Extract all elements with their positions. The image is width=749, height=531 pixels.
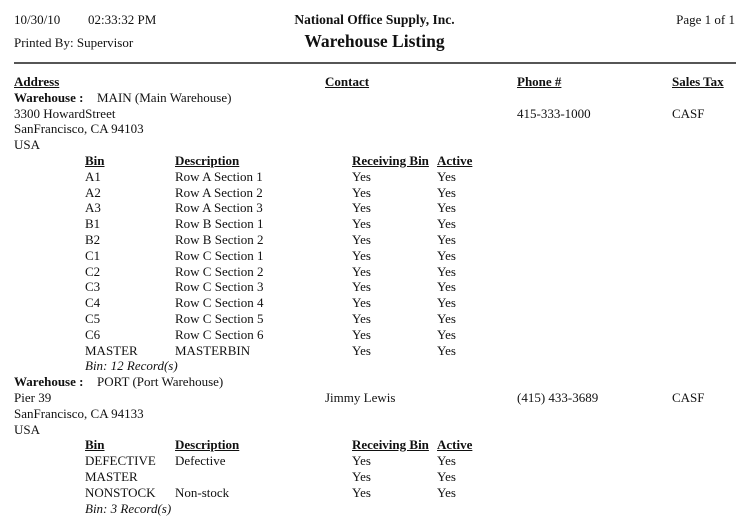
bin-id: A2 bbox=[85, 184, 101, 200]
bin-active: Yes bbox=[437, 295, 456, 311]
bin-receiving-bin: Yes bbox=[352, 216, 371, 232]
warehouse-sales-tax: CASF bbox=[672, 105, 705, 121]
bin-active: Yes bbox=[437, 200, 456, 216]
warehouse-label: Warehouse : bbox=[14, 374, 84, 390]
bin-table-row bbox=[0, 279, 749, 295]
bin-receiving-bin: Yes bbox=[352, 184, 371, 200]
bin-description: Row B Section 1 bbox=[175, 216, 264, 232]
print-date: 10/30/10 bbox=[14, 12, 61, 27]
bin-receiving-bin: Yes bbox=[352, 295, 371, 311]
bin-id: C4 bbox=[85, 295, 101, 311]
warehouse-phone: 415-333-1000 bbox=[517, 105, 591, 121]
bin-id: NONSTOCK bbox=[85, 484, 156, 500]
bin-table-row bbox=[0, 248, 749, 264]
bin-active: Yes bbox=[437, 263, 456, 279]
bin-receiving-bin: Yes bbox=[352, 453, 371, 469]
description-column-header: Description bbox=[175, 437, 240, 453]
receiving-bin-column-header: Receiving Bin bbox=[352, 152, 429, 168]
bin-table-row bbox=[0, 295, 749, 311]
warehouse-label: Warehouse : bbox=[14, 89, 84, 105]
bin-receiving-bin: Yes bbox=[352, 168, 371, 184]
warehouse-column-header-row bbox=[0, 74, 749, 90]
bin-table-row bbox=[0, 343, 749, 359]
bin-id: MASTER bbox=[85, 468, 138, 484]
bin-description: Row A Section 2 bbox=[175, 184, 263, 200]
bin-active: Yes bbox=[437, 484, 456, 500]
bin-active: Yes bbox=[437, 279, 456, 295]
bin-id: C1 bbox=[85, 247, 101, 263]
bin-description: Non-stock bbox=[175, 484, 230, 500]
bin-receiving-bin: Yes bbox=[352, 231, 371, 247]
bin-id: B1 bbox=[85, 216, 101, 232]
bin-active: Yes bbox=[437, 326, 456, 342]
warehouse-title-row bbox=[0, 374, 749, 390]
bin-receiving-bin: Yes bbox=[352, 484, 371, 500]
warehouse-contact: Jimmy Lewis bbox=[325, 389, 396, 405]
bin-active: Yes bbox=[437, 310, 456, 326]
address-line: SanFrancisco, CA 94103 bbox=[14, 121, 144, 137]
bin-id: C6 bbox=[85, 326, 101, 342]
bin-column-header-row bbox=[0, 437, 749, 453]
active-column-header: Active bbox=[437, 152, 473, 168]
header-divider bbox=[14, 62, 736, 64]
bin-table-row bbox=[0, 327, 749, 343]
bin-description: Row C Section 2 bbox=[175, 263, 264, 279]
active-column-header: Active bbox=[437, 437, 473, 453]
printed-by-user: Supervisor bbox=[76, 35, 134, 50]
bin-record-count-row bbox=[0, 501, 749, 517]
bin-column-header-row bbox=[0, 153, 749, 169]
bin-description: Row B Section 2 bbox=[175, 231, 264, 247]
bin-table-row bbox=[0, 200, 749, 216]
bin-table-row bbox=[0, 232, 749, 248]
address-column-header: Address bbox=[14, 74, 60, 89]
bin-active: Yes bbox=[437, 184, 456, 200]
address-line: USA bbox=[14, 421, 41, 437]
bin-table-row bbox=[0, 453, 749, 469]
contact-column-header: Contact bbox=[325, 74, 370, 89]
bin-table-row bbox=[0, 169, 749, 185]
bin-receiving-bin: Yes bbox=[352, 247, 371, 263]
bin-active: Yes bbox=[437, 168, 456, 184]
bin-column-header: Bin bbox=[85, 437, 105, 453]
bin-description: Row C Section 5 bbox=[175, 310, 264, 326]
warehouse-sales-tax: CASF bbox=[672, 389, 705, 405]
receiving-bin-column-header: Receiving Bin bbox=[352, 437, 429, 453]
bin-table-row bbox=[0, 185, 749, 201]
bin-description: Row A Section 1 bbox=[175, 168, 263, 184]
warehouse-code-name: MAIN (Main Warehouse) bbox=[97, 89, 232, 105]
warehouse-detail-row bbox=[0, 106, 749, 122]
report-title: Warehouse Listing bbox=[304, 31, 445, 51]
description-column-header: Description bbox=[175, 152, 240, 168]
bin-id: C5 bbox=[85, 310, 101, 326]
address-line: Pier 39 bbox=[14, 389, 52, 405]
bin-description: Row A Section 3 bbox=[175, 200, 263, 216]
bin-table-row bbox=[0, 311, 749, 327]
bin-active: Yes bbox=[437, 468, 456, 484]
bin-receiving-bin: Yes bbox=[352, 326, 371, 342]
bin-receiving-bin: Yes bbox=[352, 263, 371, 279]
company-name: National Office Supply, Inc. bbox=[294, 12, 455, 27]
bin-table-row bbox=[0, 216, 749, 232]
warehouse-phone: (415) 433-3689 bbox=[517, 389, 599, 405]
bin-active: Yes bbox=[437, 342, 456, 358]
bin-table-row bbox=[0, 485, 749, 501]
bin-id: B2 bbox=[85, 231, 101, 247]
printed-by-label: Printed By: bbox=[14, 35, 74, 50]
bin-id: C2 bbox=[85, 263, 101, 279]
bin-description: Defective bbox=[175, 453, 226, 469]
sales-tax-column-header: Sales Tax bbox=[672, 74, 724, 89]
bin-receiving-bin: Yes bbox=[352, 279, 371, 295]
print-time: 02:33:32 PM bbox=[88, 12, 157, 27]
bin-description: MASTERBIN bbox=[175, 342, 251, 358]
page-indicator: Page 1 of 1 bbox=[676, 12, 735, 27]
bin-active: Yes bbox=[437, 453, 456, 469]
address-line: 3300 HowardStreet bbox=[14, 105, 116, 121]
bin-description: Row C Section 1 bbox=[175, 247, 264, 263]
report-body bbox=[0, 74, 749, 516]
warehouse-detail-row bbox=[0, 137, 749, 153]
phone-column-header: Phone # bbox=[517, 74, 562, 89]
bin-description: Row C Section 3 bbox=[175, 279, 264, 295]
bin-active: Yes bbox=[437, 216, 456, 232]
bin-id: A3 bbox=[85, 200, 101, 216]
warehouse-detail-row bbox=[0, 422, 749, 438]
bin-table-row bbox=[0, 469, 749, 485]
warehouse-detail-row bbox=[0, 406, 749, 422]
bin-description: Row C Section 6 bbox=[175, 326, 264, 342]
bin-description: Row C Section 4 bbox=[175, 295, 264, 311]
address-line: SanFrancisco, CA 94133 bbox=[14, 405, 144, 421]
bin-receiving-bin: Yes bbox=[352, 468, 371, 484]
address-line: USA bbox=[14, 137, 41, 153]
bin-column-header: Bin bbox=[85, 152, 105, 168]
bin-receiving-bin: Yes bbox=[352, 342, 371, 358]
bin-record-count: Bin: 12 Record(s) bbox=[85, 358, 178, 374]
bin-id: A1 bbox=[85, 168, 101, 184]
bin-id: MASTER bbox=[85, 342, 138, 358]
bin-table-row bbox=[0, 264, 749, 280]
warehouse-title-row bbox=[0, 90, 749, 106]
bin-active: Yes bbox=[437, 247, 456, 263]
warehouse-detail-row bbox=[0, 390, 749, 406]
bin-receiving-bin: Yes bbox=[352, 310, 371, 326]
bin-receiving-bin: Yes bbox=[352, 200, 371, 216]
bin-id: DEFECTIVE bbox=[85, 453, 156, 469]
warehouse-code-name: PORT (Port Warehouse) bbox=[97, 374, 224, 390]
bin-record-count-row bbox=[0, 358, 749, 374]
bin-id: C3 bbox=[85, 279, 101, 295]
bin-active: Yes bbox=[437, 231, 456, 247]
warehouse-detail-row bbox=[0, 121, 749, 137]
bin-record-count: Bin: 3 Record(s) bbox=[85, 500, 172, 516]
